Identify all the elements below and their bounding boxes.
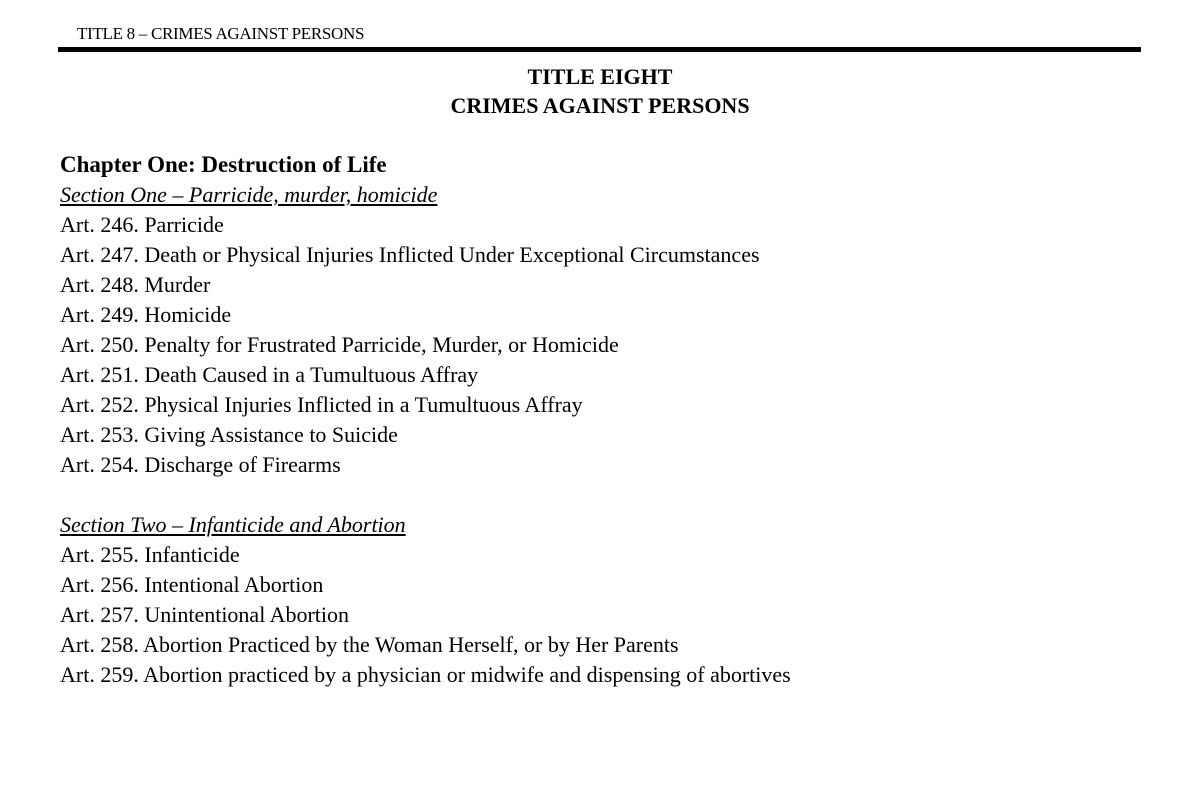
chapter-content: [60, 150, 1140, 690]
article-250: Art. 250. Penalty for Frustrated Parricide, Murder, or Homicide: [60, 332, 619, 357]
section-title: Section Two – Infanticide and Abortion: [60, 512, 406, 537]
article-252: Art. 252. Physical Injuries Inflicted in a Tumultuous Affray: [60, 392, 583, 417]
chapter-title: Chapter One: Destruction of Life: [60, 152, 387, 177]
section-title: Section One – Parricide, murder, homicide: [60, 182, 438, 207]
title-line-1: TITLE EIGHT: [527, 64, 673, 89]
title-block: [0, 62, 1200, 120]
article-255: Art. 255. Infanticide: [60, 542, 240, 567]
section-spacer: [60, 480, 1140, 510]
article-256: Art. 256. Intentional Abortion: [60, 572, 324, 597]
article-248: Art. 248. Murder: [60, 272, 211, 297]
article-259: Art. 259. Abortion practiced by a physician or midwife and dispensing of abortives: [60, 662, 791, 687]
section-one: [60, 180, 1140, 480]
article-257: Art. 257. Unintentional Abortion: [60, 602, 350, 627]
article-247: Art. 247. Death or Physical Injuries Inflicted Under Exceptional Circumstances: [60, 242, 760, 267]
article-251: Art. 251. Death Caused in a Tumultuous Affray: [60, 362, 479, 387]
title-line-2: CRIMES AGAINST PERSONS: [450, 93, 750, 118]
article-253: Art. 253. Giving Assistance to Suicide: [60, 422, 398, 447]
section-two: [60, 510, 1140, 690]
header-rule: [58, 47, 1141, 52]
article-249: Art. 249. Homicide: [60, 302, 232, 327]
running-header: TITLE 8 – CRIMES AGAINST PERSONS: [77, 24, 365, 43]
article-246: Art. 246. Parricide: [60, 212, 224, 237]
article-258: Art. 258. Abortion Practiced by the Woman Herself, or by Her Parents: [60, 632, 679, 657]
article-254: Art. 254. Discharge of Firearms: [60, 452, 341, 477]
